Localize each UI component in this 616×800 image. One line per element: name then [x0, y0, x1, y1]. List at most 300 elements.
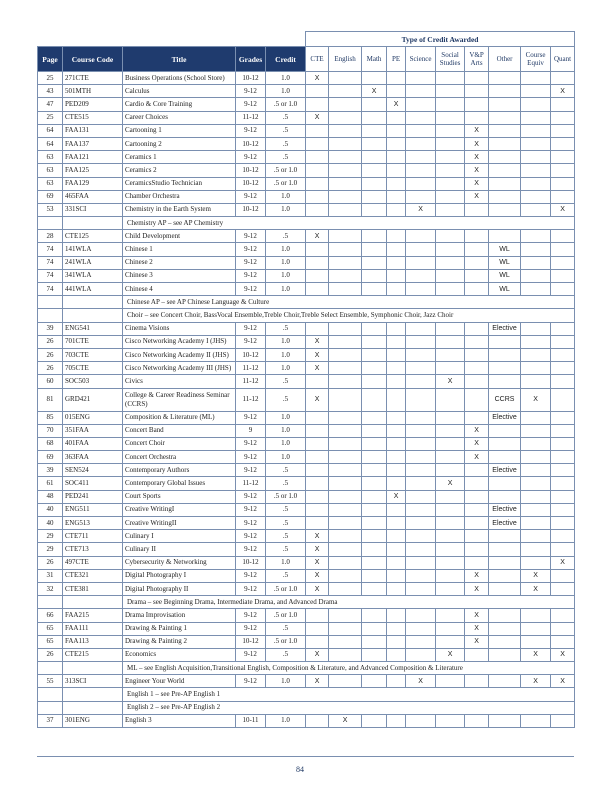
english-cell: [329, 451, 362, 464]
social-studies-cell: [436, 85, 465, 98]
math-cell: [362, 375, 387, 388]
course-equiv-cell: X: [521, 388, 551, 411]
vp-arts-cell: [465, 375, 489, 388]
empty-cell: [38, 701, 63, 714]
social-studies-cell: [436, 203, 465, 216]
course-equiv-cell: X: [521, 582, 551, 595]
course-code-cell: GRD421: [63, 388, 123, 411]
math-cell: [362, 437, 387, 450]
page-cell: 69: [38, 190, 63, 203]
grades-cell: 10-12: [236, 635, 266, 648]
title-cell: English 3: [123, 714, 236, 727]
empty-cell: [38, 596, 63, 609]
page-cell: 43: [38, 85, 63, 98]
english-cell: [329, 111, 362, 124]
empty-cell: [63, 662, 123, 675]
course-equiv-cell: [521, 424, 551, 437]
other-cell: [489, 362, 521, 375]
title-cell: Digital Photography I: [123, 569, 236, 582]
title-cell: Career Choices: [123, 111, 236, 124]
science-cell: [406, 424, 436, 437]
vp-arts-cell: [465, 530, 489, 543]
page-cell: 63: [38, 151, 63, 164]
cte-cell: [306, 635, 329, 648]
cte-cell: X: [306, 675, 329, 688]
other-cell: [489, 648, 521, 661]
course-equiv-cell: [521, 635, 551, 648]
title-cell: Cardio & Core Training: [123, 98, 236, 111]
grades-cell: 9-12: [236, 609, 266, 622]
english-cell: [329, 230, 362, 243]
course-code-cell: FAA215: [63, 609, 123, 622]
quant-cell: [551, 72, 575, 85]
title-cell: Concert Orchestra: [123, 451, 236, 464]
page-cell: 74: [38, 243, 63, 256]
vp-arts-cell: [465, 556, 489, 569]
credit-cell: 1.0: [266, 256, 306, 269]
science-cell: [406, 98, 436, 111]
cte-cell: X: [306, 335, 329, 348]
other-cell: [489, 437, 521, 450]
page-cell: 55: [38, 675, 63, 688]
math-cell: [362, 675, 387, 688]
course-code-cell: CTE711: [63, 530, 123, 543]
science-cell: [406, 72, 436, 85]
science-cell: [406, 256, 436, 269]
course-code-cell: 501MTH: [63, 85, 123, 98]
table-row: [38, 424, 575, 437]
grades-cell: 9-12: [236, 543, 266, 556]
quant-cell: X: [551, 675, 575, 688]
cte-cell: [306, 375, 329, 388]
quant-cell: X: [551, 648, 575, 661]
social-studies-cell: [436, 177, 465, 190]
math-cell: [362, 111, 387, 124]
science-cell: [406, 477, 436, 490]
note-cell: Choir – see Concert Choir, BassVocal Ensemble,Treble Choir,Treble Select Ensemble, Symphonic Choir, Jazz Choir: [123, 309, 575, 322]
title-cell: Cisco Networking Academy III (JHS): [123, 362, 236, 375]
science-cell: [406, 348, 436, 361]
grades-cell: 9-12: [236, 451, 266, 464]
quant-cell: [551, 256, 575, 269]
quant-cell: [551, 411, 575, 424]
table-row: [38, 269, 575, 282]
title-cell: Economics: [123, 648, 236, 661]
cte-cell: [306, 85, 329, 98]
course-code-cell: ENG513: [63, 517, 123, 530]
credit-cell: .5: [266, 477, 306, 490]
english-cell: [329, 203, 362, 216]
pe-cell: [387, 424, 406, 437]
credit-cell: 1.0: [266, 675, 306, 688]
title-cell: Cisco Networking Academy I (JHS): [123, 335, 236, 348]
title-cell: Engineer Your World: [123, 675, 236, 688]
page-cell: 74: [38, 256, 63, 269]
other-cell: Elective: [489, 517, 521, 530]
grades-cell: 9-12: [236, 582, 266, 595]
math-cell: [362, 137, 387, 150]
pe-cell: [387, 451, 406, 464]
quant-cell: X: [551, 85, 575, 98]
pe-cell: [387, 111, 406, 124]
course-equiv-cell: [521, 543, 551, 556]
grades-cell: 9-12: [236, 322, 266, 335]
vp-arts-cell: [465, 490, 489, 503]
grades-cell: 9-12: [236, 269, 266, 282]
other-cell: [489, 477, 521, 490]
credit-cell: 1.0: [266, 362, 306, 375]
course-equiv-cell: [521, 348, 551, 361]
quant-cell: [551, 503, 575, 516]
credit-cell: .5 or 1.0: [266, 177, 306, 190]
other-cell: WL: [489, 256, 521, 269]
column-header-credit: Credit: [266, 47, 306, 72]
pe-cell: [387, 256, 406, 269]
math-cell: [362, 322, 387, 335]
math-cell: [362, 714, 387, 727]
note-row: [38, 662, 575, 675]
other-cell: WL: [489, 269, 521, 282]
quant-cell: [551, 437, 575, 450]
vp-arts-cell: [465, 322, 489, 335]
pe-cell: [387, 675, 406, 688]
course-code-cell: 703CTE: [63, 348, 123, 361]
course-code-cell: 401FAA: [63, 437, 123, 450]
science-cell: [406, 111, 436, 124]
vp-arts-cell: X: [465, 582, 489, 595]
social-studies-cell: [436, 335, 465, 348]
social-studies-cell: X: [436, 375, 465, 388]
page-cell: 47: [38, 98, 63, 111]
cte-cell: X: [306, 569, 329, 582]
page-cell: 26: [38, 556, 63, 569]
vp-arts-cell: [465, 72, 489, 85]
pe-cell: [387, 164, 406, 177]
social-studies-cell: [436, 190, 465, 203]
english-cell: [329, 85, 362, 98]
credit-cell: 1.0: [266, 714, 306, 727]
cte-cell: [306, 477, 329, 490]
cte-cell: [306, 164, 329, 177]
empty-cell: [63, 688, 123, 701]
credit-type-group-title: Type of Credit Awarded: [306, 32, 575, 47]
english-cell: [329, 622, 362, 635]
table-row: [38, 477, 575, 490]
course-code-cell: FAA137: [63, 137, 123, 150]
english-cell: [329, 177, 362, 190]
science-cell: [406, 569, 436, 582]
cte-cell: [306, 517, 329, 530]
other-cell: Elective: [489, 503, 521, 516]
page-cell: 26: [38, 362, 63, 375]
vp-arts-cell: [465, 543, 489, 556]
course-equiv-cell: [521, 362, 551, 375]
cte-cell: [306, 424, 329, 437]
quant-cell: [551, 230, 575, 243]
english-cell: [329, 517, 362, 530]
table-row: [38, 335, 575, 348]
quant-cell: [551, 362, 575, 375]
quant-cell: [551, 98, 575, 111]
page-cell: 66: [38, 609, 63, 622]
cte-cell: X: [306, 582, 329, 595]
course-code-cell: CTE215: [63, 648, 123, 661]
quant-cell: [551, 137, 575, 150]
vp-arts-cell: X: [465, 151, 489, 164]
page-cell: 29: [38, 530, 63, 543]
course-code-cell: CTE125: [63, 230, 123, 243]
note-cell: Drama – see Beginning Drama, Intermediate Drama, and Advanced Drama: [123, 596, 575, 609]
cte-cell: [306, 98, 329, 111]
table-row: [38, 569, 575, 582]
math-cell: [362, 411, 387, 424]
math-cell: [362, 151, 387, 164]
other-cell: [489, 490, 521, 503]
other-cell: [489, 85, 521, 98]
pe-cell: [387, 269, 406, 282]
column-header-grades: Grades: [236, 47, 266, 72]
other-cell: CCRS: [489, 388, 521, 411]
vp-arts-cell: X: [465, 124, 489, 137]
quant-cell: [551, 609, 575, 622]
science-cell: [406, 164, 436, 177]
social-studies-cell: [436, 569, 465, 582]
grades-cell: 10-12: [236, 556, 266, 569]
page-cell: 60: [38, 375, 63, 388]
empty-cell: [38, 309, 63, 322]
science-cell: [406, 543, 436, 556]
credit-cell: .5 or 1.0: [266, 609, 306, 622]
note-row: [38, 217, 575, 230]
pe-cell: [387, 635, 406, 648]
other-cell: [489, 424, 521, 437]
other-cell: [489, 124, 521, 137]
cte-cell: [306, 203, 329, 216]
pe-cell: [387, 530, 406, 543]
course-code-cell: 705CTE: [63, 362, 123, 375]
pe-cell: [387, 362, 406, 375]
grades-cell: 9-12: [236, 464, 266, 477]
science-cell: [406, 490, 436, 503]
other-cell: [489, 675, 521, 688]
social-studies-cell: X: [436, 477, 465, 490]
course-equiv-cell: X: [521, 569, 551, 582]
social-studies-cell: [436, 517, 465, 530]
course-code-cell: ENG511: [63, 503, 123, 516]
column-header-math: Math: [362, 47, 387, 72]
course-equiv-cell: [521, 243, 551, 256]
math-cell: [362, 477, 387, 490]
pe-cell: [387, 437, 406, 450]
pe-cell: [387, 137, 406, 150]
course-code-cell: CTE381: [63, 582, 123, 595]
cte-cell: [306, 714, 329, 727]
math-cell: [362, 635, 387, 648]
course-code-cell: 351FAA: [63, 424, 123, 437]
pe-cell: [387, 411, 406, 424]
science-cell: [406, 582, 436, 595]
cte-cell: X: [306, 388, 329, 411]
grades-cell: 9-12: [236, 98, 266, 111]
science-cell: X: [406, 203, 436, 216]
table-row: [38, 137, 575, 150]
page-cell: 65: [38, 622, 63, 635]
science-cell: [406, 269, 436, 282]
pe-cell: [387, 177, 406, 190]
cte-cell: [306, 137, 329, 150]
title-cell: Court Sports: [123, 490, 236, 503]
table-row: [38, 362, 575, 375]
science-cell: [406, 622, 436, 635]
title-cell: Cybersecurity & Networking: [123, 556, 236, 569]
math-cell: [362, 517, 387, 530]
social-studies-cell: [436, 124, 465, 137]
title-cell: Digital Photography II: [123, 582, 236, 595]
social-studies-cell: [436, 243, 465, 256]
math-cell: [362, 609, 387, 622]
science-cell: [406, 451, 436, 464]
table-row: [38, 111, 575, 124]
english-cell: [329, 322, 362, 335]
page-cell: 28: [38, 230, 63, 243]
grades-cell: 9-12: [236, 503, 266, 516]
social-studies-cell: [436, 137, 465, 150]
pe-cell: [387, 283, 406, 296]
table-row: [38, 635, 575, 648]
math-cell: [362, 569, 387, 582]
social-studies-cell: [436, 714, 465, 727]
cte-cell: [306, 503, 329, 516]
course-code-cell: FAA113: [63, 635, 123, 648]
quant-cell: [551, 348, 575, 361]
quant-cell: [551, 335, 575, 348]
grades-cell: 9-12: [236, 490, 266, 503]
table-row: [38, 85, 575, 98]
science-cell: [406, 714, 436, 727]
quant-cell: [551, 124, 575, 137]
table-row: [38, 322, 575, 335]
empty-cell: [38, 296, 63, 309]
table-row: [38, 530, 575, 543]
page-cell: 32: [38, 582, 63, 595]
course-equiv-cell: [521, 151, 551, 164]
vp-arts-cell: [465, 256, 489, 269]
pe-cell: [387, 203, 406, 216]
english-cell: [329, 243, 362, 256]
vp-arts-cell: [465, 648, 489, 661]
title-cell: Cisco Networking Academy II (JHS): [123, 348, 236, 361]
course-equiv-cell: [521, 283, 551, 296]
course-code-cell: PED209: [63, 98, 123, 111]
course-code-cell: SOC503: [63, 375, 123, 388]
course-equiv-cell: [521, 622, 551, 635]
english-cell: [329, 151, 362, 164]
note-cell: English 2 – see Pre-AP English 2: [123, 701, 575, 714]
page-number: 84: [296, 765, 304, 774]
table-row: [38, 582, 575, 595]
grades-cell: 9-12: [236, 335, 266, 348]
table-row: [38, 388, 575, 411]
page-cell: 29: [38, 543, 63, 556]
page-cell: 63: [38, 164, 63, 177]
title-cell: College & Career Readiness Seminar (CCRS): [123, 388, 236, 411]
math-cell: [362, 203, 387, 216]
grades-cell: 9-12: [236, 648, 266, 661]
page-cell: 74: [38, 283, 63, 296]
group-header-row: [38, 32, 575, 47]
quant-cell: [551, 322, 575, 335]
grades-cell: 9-12: [236, 283, 266, 296]
quant-cell: [551, 714, 575, 727]
grades-cell: 11-12: [236, 477, 266, 490]
course-equiv-cell: [521, 164, 551, 177]
pe-cell: [387, 503, 406, 516]
vp-arts-cell: [465, 675, 489, 688]
science-cell: [406, 243, 436, 256]
english-cell: [329, 635, 362, 648]
page-cell: 40: [38, 517, 63, 530]
english-cell: [329, 675, 362, 688]
vp-arts-cell: [465, 464, 489, 477]
course-equiv-cell: [521, 503, 551, 516]
pe-cell: [387, 609, 406, 622]
cte-cell: [306, 243, 329, 256]
title-cell: Cartooning 1: [123, 124, 236, 137]
english-cell: [329, 569, 362, 582]
empty-cell: [63, 296, 123, 309]
grades-cell: 10-11: [236, 714, 266, 727]
table-row: [38, 648, 575, 661]
science-cell: [406, 609, 436, 622]
column-header-english: English: [329, 47, 362, 72]
column-header-page: Page: [38, 47, 63, 72]
social-studies-cell: [436, 490, 465, 503]
course-equiv-cell: [521, 177, 551, 190]
grades-cell: 9-12: [236, 230, 266, 243]
pe-cell: [387, 714, 406, 727]
grades-cell: 11-12: [236, 388, 266, 411]
vp-arts-cell: [465, 362, 489, 375]
title-cell: CeramicsStudio Technician: [123, 177, 236, 190]
science-cell: [406, 322, 436, 335]
cte-cell: X: [306, 530, 329, 543]
pe-cell: [387, 375, 406, 388]
course-code-cell: 141WLA: [63, 243, 123, 256]
quant-cell: [551, 622, 575, 635]
cte-cell: [306, 269, 329, 282]
course-table-body: [38, 72, 575, 728]
page-cell: 31: [38, 569, 63, 582]
credit-cell: .5 or 1.0: [266, 490, 306, 503]
course-equiv-cell: [521, 609, 551, 622]
table-row: [38, 72, 575, 85]
vp-arts-cell: [465, 411, 489, 424]
credit-cell: .5: [266, 517, 306, 530]
credit-cell: 1.0: [266, 424, 306, 437]
quant-cell: [551, 464, 575, 477]
english-cell: [329, 609, 362, 622]
note-row: [38, 701, 575, 714]
footer-rule: [37, 756, 574, 757]
english-cell: [329, 530, 362, 543]
grades-cell: 9-12: [236, 151, 266, 164]
social-studies-cell: [436, 72, 465, 85]
credit-cell: .5: [266, 111, 306, 124]
other-cell: [489, 530, 521, 543]
quant-cell: [551, 569, 575, 582]
column-header-cte: CTE: [306, 47, 329, 72]
page-cell: 25: [38, 72, 63, 85]
